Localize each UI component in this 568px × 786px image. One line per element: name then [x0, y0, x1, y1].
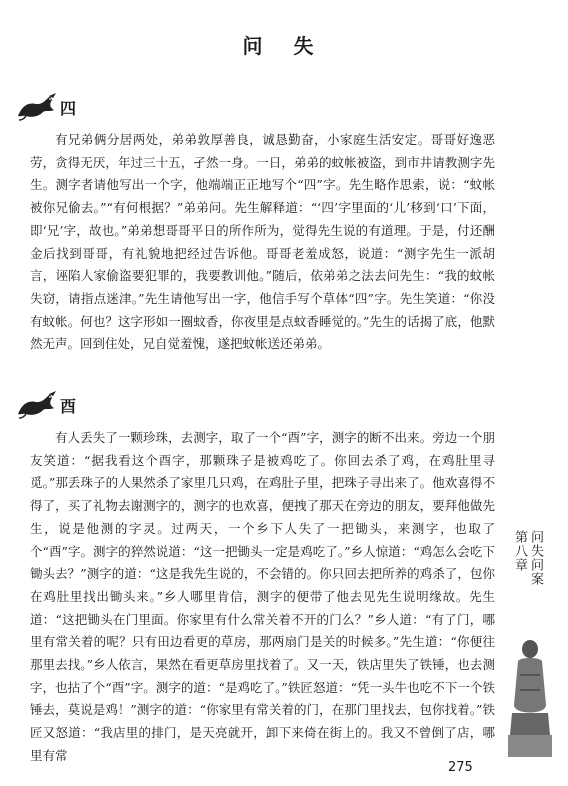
section-label: 四 [60, 98, 77, 118]
sidebar-subtitle: 问失问案 [528, 530, 543, 586]
section-header-you [16, 390, 76, 420]
dragon-icon [16, 92, 58, 122]
section-label: 酉 [60, 396, 77, 416]
page-title: 问 失 [242, 34, 326, 58]
dragon-icon [16, 390, 58, 420]
page-number: 275 [448, 760, 473, 775]
section-header-si [16, 92, 76, 122]
paragraph-you: 有人丢失了一颗珍珠，去测字，取了一个“酉”字，测字的断不出来。旁边一个朋友笑道：“据我看这个酉字，那颗珠子是被鸡吃了。你回去杀了鸡，在鸡肚里寻觅。”那丢珠子的人果然杀了家里几只鸡，在鸡肚子里，把珠子寻出来了。他欢喜得不得了，买了礼物去谢测字的，测字的也欢喜，便拽了那天在旁边的朋友，要拜他做先生，说是他测的字灵。过两天，一个乡下人失了一把锄头，来测字，也取了个“酉”字。测字的猝然说道：“这一把锄头一定是鸡吃了。”乡人惊道：“鸡怎么会吃下锄头去？”测字的道：“这是我先生说的，不会错的。你只回去把所养的鸡杀了，包你在鸡肚里找出锄头来。”乡人哪里肯信，测字的便带了他去见先生说明缘故。先生道：“这把锄头在门里面。你家里有什么常关着不开的门么？”乡人道：“有了门，哪里有常关着的呢？只有田边看更的草房，那两扇门是关的时候多。”先生道：“你便往那里去找。”乡人依言，果然在看更草房里找着了。又一天，铁店里失了铁锤，也去测字，也拈了个“酉”字。测字的道：“是鸡吃了。”铁匠怒道：“凭一头牛也吃不下一个铁锤去，莫说是鸡！”测字的道：“你家里有常关着的门，在那门里找去，包你找着。”铁匠又怒道：“我店里的排门，是天亮就开，卸下来倚在街上的。我又不曾倒了店，哪里有常 [30, 430, 495, 763]
sidebar-chapter: 第八章 [512, 530, 527, 572]
paragraph-si: 有兄弟俩分居两处，弟弟敦厚善良，诚恳勤奋，小家庭生活安定。哥哥好逸恶劳，贪得无厌，年过三十五，孑然一身。一日，弟弟的蚊帐被盗，到市井请教测字先生。测字者请他写出一个字，他端端正正地写个“四”字。先生略作思索，说：“蚊帐被你兄偷去。”“有何根据？”弟弟问。先生解释道：“‘四’字里面的‘儿’移到‘口’下面，即‘兄’字，故也。”弟弟想哥哥平日的所作所为，觉得先生说的有道理。于是，付还酬金后找到哥哥，有礼貌地把经过告诉他。哥哥老羞成怒，说道：“测字先生一派胡言，诬陷人家偷盗要犯罪的，我要教训他。”随后，依弟弟之法去问先生：“我的蚊帐失窃，请指点迷津。”先生请他写出一字，他信手写个草体“四”字。先生笑道：“你没有蚊帐。何也？这字形如一圈蚊香，你夜里是点蚊香睡觉的。”先生的话揭了底，他默然无声。回到住处，兄自觉羞愧，遂把蚊帐送还弟弟。 [30, 132, 495, 352]
statue-icon [506, 635, 554, 760]
chapter-sidebar [506, 530, 546, 770]
